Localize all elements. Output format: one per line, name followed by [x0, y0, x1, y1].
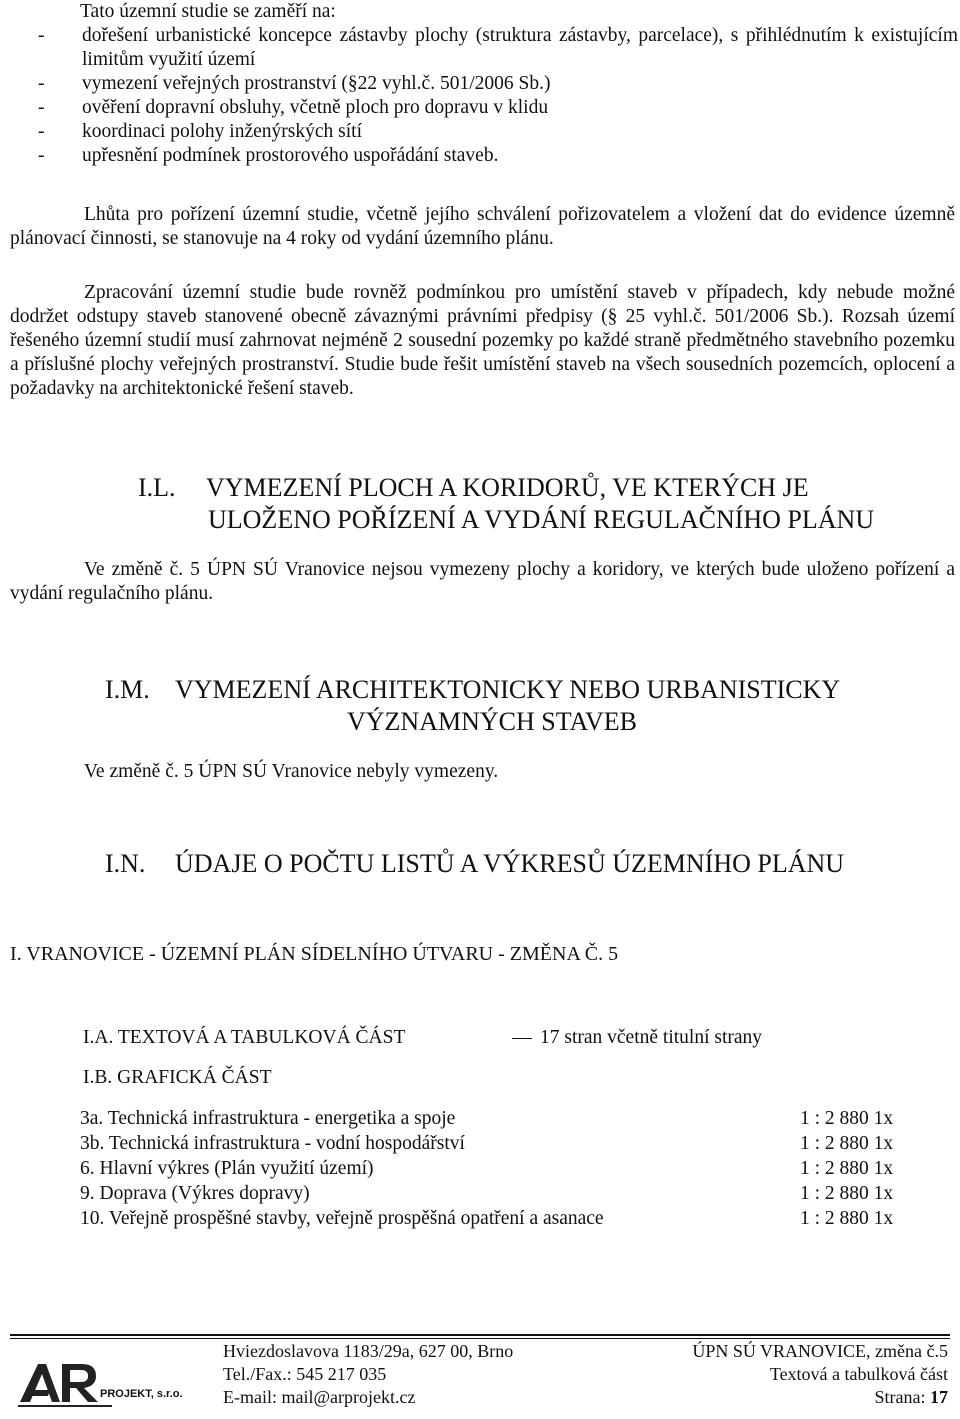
logo-text: PROJEKT, s.r.o.	[100, 1388, 183, 1400]
document-title: I. VRANOVICE - ÚZEMNÍ PLÁN SÍDELNÍHO ÚTVARU - ZMĚNA Č. 5	[10, 943, 619, 965]
section-number: I.N.	[105, 849, 146, 878]
table-row	[80, 1106, 910, 1131]
list-item: - vymezení veřejných prostranství (§22 vyhl.č. 501/2006 Sb.)	[38, 72, 958, 96]
list-item: - ověření dopravní obsluhy, včetně ploch pro dopravu v klidu	[38, 96, 958, 120]
part-b-label: I.B. GRAFICKÁ ČÁST	[83, 1067, 272, 1088]
table-row	[80, 1181, 910, 1206]
section-l-text: Ve změně č. 5 ÚPN SÚ Vranovice nejsou vymezeny plochy a koridory, ve kterých bude uloženo pořízení a vydání regulačního plánu.	[10, 559, 955, 604]
intro-bullet-list	[38, 24, 958, 168]
page-label: Strana:	[874, 1387, 926, 1407]
list-item: - upřesnění podmínek prostorového uspořádání staveb.	[38, 144, 958, 168]
page-number: 17	[930, 1387, 948, 1407]
part-a-note	[512, 1026, 762, 1050]
footer-address: Hviezdoslavova 1183/29a, 627 00, Brno	[223, 1341, 514, 1361]
footer-doc-name: ÚPN SÚ VRANOVICE, změna č.5	[692, 1341, 948, 1361]
section-m-text: Ve změně č. 5 ÚPN SÚ Vranovice nebyly vymezeny.	[84, 761, 499, 782]
drawing-name: 6. Hlavní výkres (Plán využití území)	[80, 1157, 374, 1179]
drawings-table	[80, 1106, 910, 1231]
footer-contact	[223, 1340, 513, 1409]
drawing-scale: 1 : 2 880 1x	[800, 1107, 894, 1129]
section-title-line1: VYMEZENÍ ARCHITEKTONICKY NEBO URBANISTICKY	[175, 675, 841, 704]
drawing-scale: 1 : 2 880 1x	[800, 1207, 894, 1229]
table-row	[80, 1156, 910, 1181]
list-item: - koordinaci polohy inženýrských sítí	[38, 120, 958, 144]
drawing-name: 10. Veřejně prospěšné stavby, veřejně prospěšná opatření a asanace	[80, 1207, 604, 1229]
intro-lead: Tato územní studie se zaměří na:	[80, 1, 336, 22]
section-heading-m	[105, 674, 840, 738]
deadline-paragraph: Lhůta pro pořízení územní studie, včetně jejího schválení pořizovatelem a vložení dat do evidence územně plánovací činnosti, se stanovuje na 4 roky od vydání územního plánu.	[10, 204, 955, 249]
part-a-page-count: 17 stran včetně titulní strany	[540, 1027, 763, 1048]
drawing-scale: 1 : 2 880 1x	[800, 1132, 894, 1154]
list-item: - dořešení urbanistické koncepce zástavby plochy (struktura zástavby, parcelace), s přihlédnutím k existujícím limitům využití území	[38, 24, 958, 72]
drawing-scale: 1 : 2 880 1x	[800, 1182, 894, 1204]
section-heading-l	[138, 472, 874, 536]
footer-phone: Tel./Fax.: 545 217 035	[223, 1364, 387, 1384]
section-heading-n	[105, 848, 844, 880]
footer-part: Textová a tabulková část	[769, 1364, 948, 1384]
dash-line	[512, 1038, 532, 1039]
drawing-name: 3b. Technická infrastruktura - vodní hospodářství	[80, 1132, 465, 1154]
drawing-scale: 1 : 2 880 1x	[800, 1157, 894, 1179]
section-number: I.M.	[105, 675, 150, 704]
drawing-name: 3a. Technická infrastruktura - energetika a spoje	[80, 1107, 456, 1129]
section-title-line2: VÝZNAMNÝCH STAVEB	[347, 707, 637, 736]
footer-document-info	[692, 1340, 948, 1409]
drawing-name: 9. Doprava (Výkres dopravy)	[80, 1182, 310, 1204]
section-title-line1: VYMEZENÍ PLOCH A KORIDORŮ, VE KTERÝCH JE	[206, 473, 809, 502]
section-title-line2: ULOŽENO POŘÍZENÍ A VYDÁNÍ REGULAČNÍHO PLÁNU	[208, 505, 875, 534]
table-row	[80, 1131, 910, 1156]
footer-divider	[10, 1338, 950, 1339]
part-a-label: I.A. TEXTOVÁ A TABULKOVÁ ČÁST	[83, 1027, 406, 1048]
processing-paragraph: Zpracování územní studie bude rovněž podmínkou pro umístění staveb v případech, kdy nebude možné dodržet odstupy staveb stanovené obecně závaznými právními předpisy (§ 25 vyhl.č. 501/2006 Sb.). Rozsah území řešeného územní studií musí zahrnovat nejméně 2 sousední pozemky po každé straně předmětného stavebního pozemku a příslušné plochy veřejných prostranství. Studie bude řešit umístění staveb na všech sousedních pozemcích, oplocení a požadavky na architektonické řešení staveb.	[10, 282, 955, 399]
table-row	[80, 1206, 910, 1231]
footer-page	[692, 1386, 948, 1409]
section-number: I.L.	[138, 473, 176, 502]
footer-email: E-mail: mail@arprojekt.cz	[223, 1387, 416, 1407]
section-title-line1: ÚDAJE O POČTU LISTŮ A VÝKRESŮ ÚZEMNÍHO PLÁNU	[175, 849, 845, 878]
